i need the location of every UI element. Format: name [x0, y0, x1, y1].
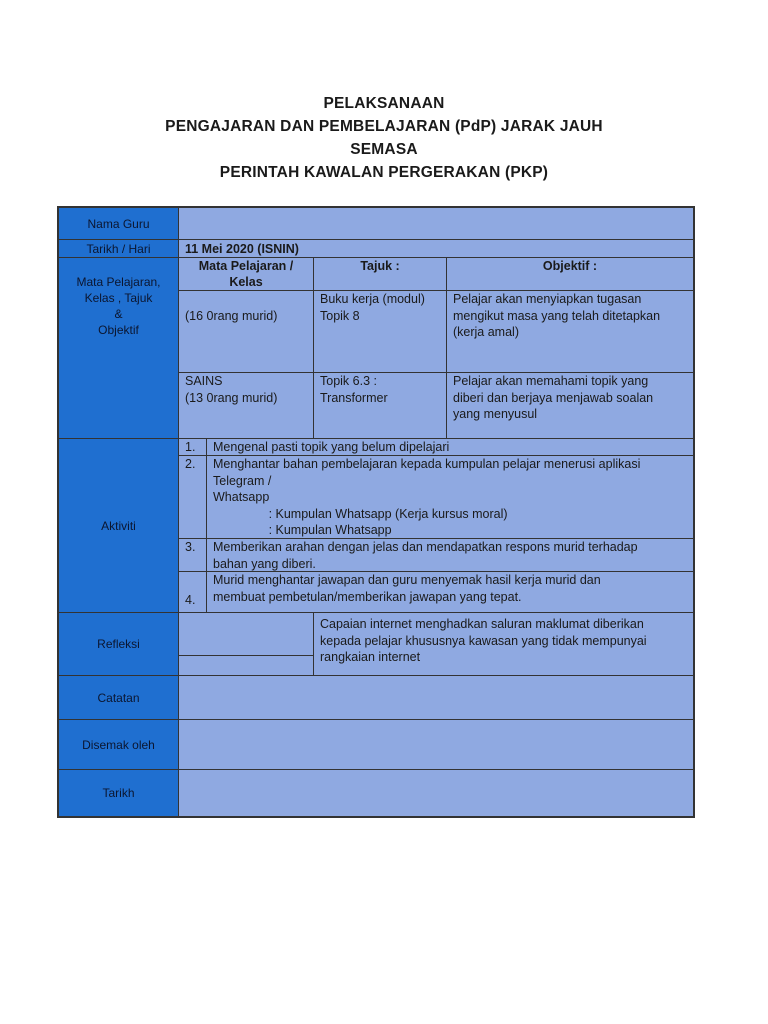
label-catatan [58, 675, 179, 720]
activity-4-text: Murid menghantar jawapan dan guru menyemak hasil kerja murid dan membuat pembetulan/memberikan jawapan yang tepat. [213, 573, 601, 604]
activity-2-num-text: 2. [185, 457, 196, 471]
label-tarikh [58, 769, 179, 817]
catatan-field[interactable] [178, 675, 694, 720]
label-nama-guru-text: Nama Guru [87, 216, 150, 231]
title-line-2: PENGAJARAN DAN PEMBELAJARAN (PdP) JARAK JAUH [165, 118, 603, 135]
header-mata-pelajaran-text: Mata Pelajaran / Kelas [198, 259, 294, 289]
subject-row-2-subject-text: SAINS (13 0rang murid) [185, 374, 278, 405]
activity-2-text: Menghantar bahan pembelajaran kepada kumpulan pelajar menerusi aplikasi Telegram / Whatsapp : Kumpulan Whatsapp (Kerja kursus moral) : Kumpulan Whatsapp [213, 457, 641, 537]
header-mata-pelajaran [178, 257, 314, 291]
tarikh-hari-value: 11 Mei 2020 (ISNIN) [185, 242, 299, 256]
subject-row-1-topic [313, 290, 447, 373]
activity-1 [206, 438, 694, 456]
activity-4-num [178, 571, 207, 613]
tarikh-field[interactable] [178, 769, 694, 817]
activity-4-num-text: 4. [185, 592, 196, 607]
subject-row-2-objective-text: Pelajar akan memahami topik yang diberi dan berjaya menjawab soalan yang menyusul [453, 374, 654, 421]
activity-4 [206, 571, 694, 613]
refleksi-field [313, 612, 694, 676]
label-nama-guru [58, 207, 179, 240]
subject-row-1-objective [446, 290, 694, 373]
label-disemak-oleh [58, 719, 179, 770]
header-tajuk-text: Tajuk : [360, 259, 400, 273]
refleksi-text: Capaian internet menghadkan saluran maklumat diberikan kepada pelajar khususnya kawasan yang tidak mempunyai rangkaian internet [320, 617, 647, 664]
activity-2-num [178, 455, 207, 539]
label-mata-pelajaran-text: Mata Pelajaran, Kelas , Tajuk & Objektif [76, 275, 161, 337]
document-title [0, 92, 768, 184]
activity-2 [206, 455, 694, 539]
disemak-oleh-field[interactable] [178, 719, 694, 770]
refleksi-blank-cell-2[interactable] [178, 655, 314, 676]
subject-row-1-subject [178, 290, 314, 373]
subject-row-1-subject-text: (16 0rang murid) [185, 308, 278, 323]
title-line-4: PERINTAH KAWALAN PERGERAKAN (PKP) [219, 164, 549, 181]
label-aktiviti-text: Aktiviti [101, 518, 136, 533]
label-disemak-oleh-text: Disemak oleh [82, 737, 155, 752]
lesson-plan-table [57, 206, 695, 818]
subject-row-1-topic-text: Buku kerja (modul) Topik 8 [320, 292, 425, 323]
activity-3-num [178, 538, 207, 572]
subject-row-2-objective [446, 372, 694, 439]
activity-1-num-text: 1. [185, 440, 196, 454]
header-objektif [446, 257, 694, 291]
label-tarikh-hari-text: Tarikh / Hari [86, 241, 151, 256]
label-aktiviti [58, 438, 179, 613]
title-line-1: PELAKSANAAN [323, 95, 445, 112]
subject-row-2-topic [313, 372, 447, 439]
label-refleksi [58, 612, 179, 676]
subject-row-2-topic-text: Topik 6.3 : Transformer [320, 374, 388, 405]
activity-3-num-text: 3. [185, 540, 196, 554]
subject-row-2-subject [178, 372, 314, 439]
label-tarikh-hari [58, 239, 179, 258]
refleksi-blank-cell-1[interactable] [178, 612, 314, 656]
nama-guru-field[interactable] [178, 207, 694, 240]
subject-row-1-objective-text: Pelajar akan menyiapkan tugasan mengikut masa yang telah ditetapkan (kerja amal) [453, 292, 661, 339]
label-mata-pelajaran [58, 257, 179, 439]
label-refleksi-text: Refleksi [97, 637, 140, 651]
tarikh-hari-field[interactable] [178, 239, 694, 258]
activity-3 [206, 538, 694, 572]
label-catatan-text: Catatan [97, 690, 140, 705]
activity-1-num [178, 438, 207, 456]
activity-3-text: Memberikan arahan dengan jelas dan mendapatkan respons murid terhadap bahan yang diberi. [213, 540, 638, 571]
activity-1-text: Mengenal pasti topik yang belum dipelajari [213, 440, 450, 454]
label-tarikh-text: Tarikh [102, 786, 135, 800]
header-objektif-text: Objektif : [542, 259, 598, 273]
title-line-3: SEMASA [350, 141, 418, 158]
header-tajuk [313, 257, 447, 291]
